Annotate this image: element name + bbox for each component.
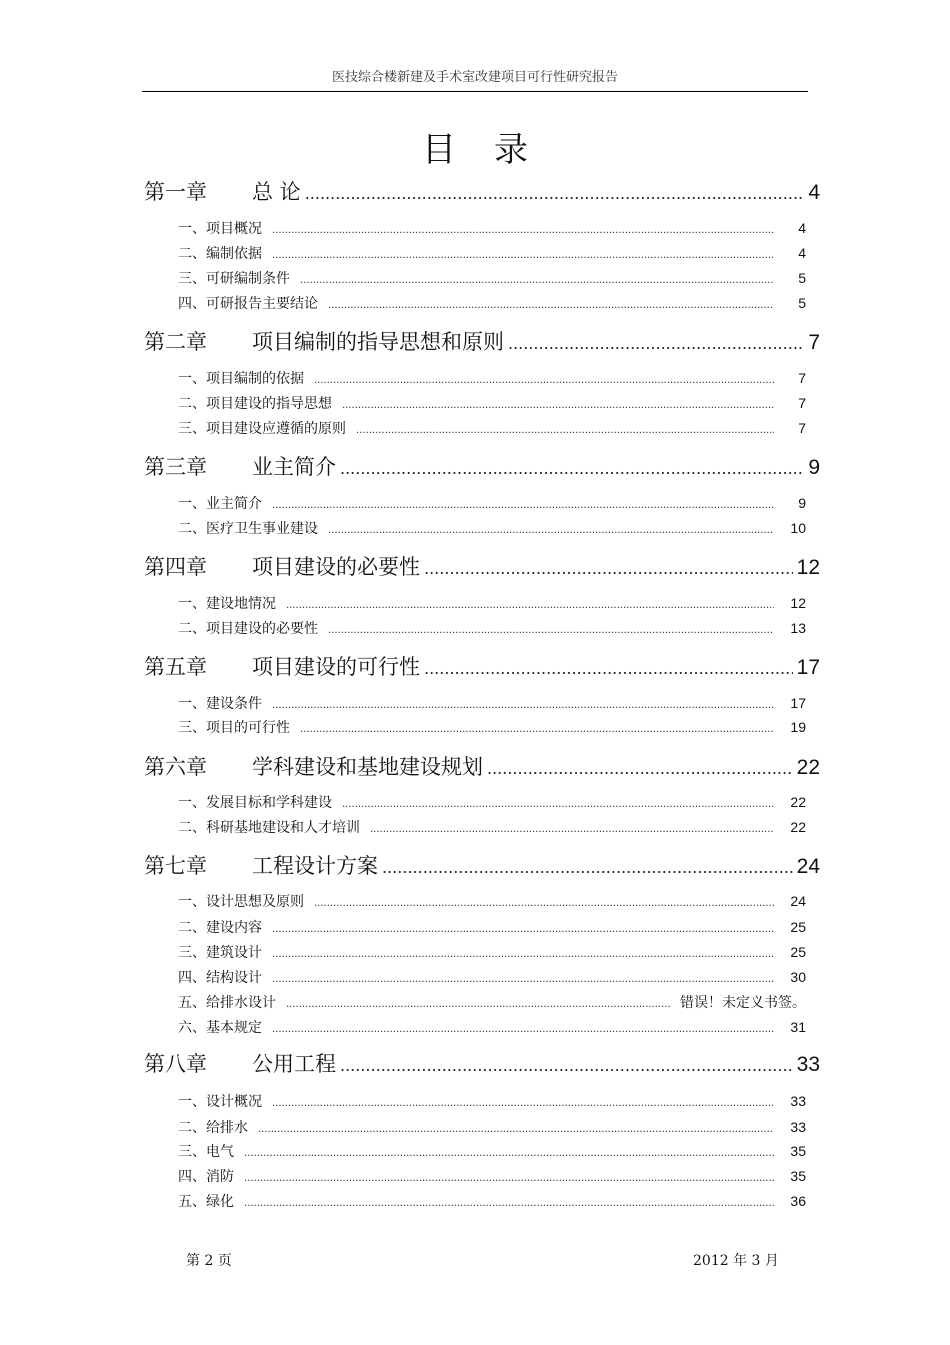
dot-leader [328, 296, 774, 316]
dot-leader [286, 995, 670, 1015]
toc-section-entry[interactable] [178, 493, 806, 513]
dot-leader [342, 396, 774, 416]
toc-section-entry[interactable] [178, 917, 806, 937]
dot-leader [370, 820, 774, 840]
toc-section-entry[interactable] [178, 293, 806, 313]
toc-section-entry[interactable] [178, 717, 806, 737]
toc-chapter-entry[interactable] [144, 652, 820, 682]
chapter-number: 第八章 [144, 1052, 207, 1076]
dot-leader [272, 246, 774, 266]
toc-section-entry[interactable] [178, 1166, 806, 1186]
page-number: 4 [798, 220, 806, 236]
page-number: 35 [790, 1143, 806, 1159]
section-title: 三、项目的可行性 [178, 720, 290, 736]
toc-section-entry[interactable] [178, 693, 806, 713]
page-number: 25 [790, 944, 806, 960]
toc-chapter-entry[interactable] [144, 851, 820, 881]
page-number: 4 [798, 245, 806, 261]
page-number: 13 [790, 620, 806, 636]
section-title: 一、发展目标和学科建设 [178, 795, 332, 811]
section-title: 一、项目概况 [178, 221, 262, 237]
toc-chapter-entry[interactable] [144, 327, 820, 357]
toc-section-entry[interactable] [178, 618, 806, 638]
toc-title: 目录 [422, 130, 566, 170]
page-number: 22 [790, 819, 806, 835]
dot-leader [300, 271, 774, 291]
toc-chapter-entry[interactable] [144, 452, 820, 482]
page-number: 25 [790, 919, 806, 935]
dot-leader [342, 795, 774, 815]
toc-chapter-entry[interactable] [144, 752, 820, 782]
chapter-title: 工程设计方案 [252, 854, 378, 878]
chapter-title: 总 论 [252, 180, 301, 204]
section-title: 二、给排水 [178, 1120, 248, 1136]
footer-page-number: 第 2 页 [186, 1253, 232, 1269]
toc-section-entry[interactable] [178, 243, 806, 263]
section-title: 二、项目建设的指导思想 [178, 396, 332, 412]
page-number: 33 [790, 1119, 806, 1135]
section-title: 一、项目编制的依据 [178, 371, 304, 387]
dot-leader [272, 945, 774, 965]
chapter-number: 第一章 [144, 180, 207, 204]
page-number: 19 [790, 719, 806, 735]
section-title: 三、可研编制条件 [178, 271, 290, 287]
chapter-title: 业主简介 [252, 455, 336, 479]
page-number: 7 [798, 420, 806, 436]
dot-leader [328, 621, 774, 641]
section-title: 一、设计概况 [178, 1094, 262, 1110]
section-title: 一、建设地情况 [178, 596, 276, 612]
section-title: 四、可研报告主要结论 [178, 296, 318, 312]
toc-section-entry[interactable] [178, 393, 806, 413]
chapter-number: 第五章 [144, 655, 207, 679]
dot-leader [424, 554, 793, 584]
section-title: 二、医疗卫生事业建设 [178, 521, 318, 537]
chapter-number: 第六章 [144, 755, 207, 779]
chapter-title: 项目建设的可行性 [252, 655, 420, 679]
toc-section-entry[interactable] [178, 1091, 806, 1111]
dot-leader [314, 894, 774, 914]
toc-section-entry[interactable] [178, 1141, 806, 1161]
toc-section-entry[interactable] [178, 942, 806, 962]
page-number: 33 [796, 1053, 820, 1076]
section-title: 五、绿化 [178, 1194, 234, 1210]
section-title: 一、建设条件 [178, 696, 262, 712]
toc-section-entry[interactable] [178, 1117, 806, 1137]
chapter-title: 公用工程 [252, 1052, 336, 1076]
chapter-number: 第四章 [144, 555, 207, 579]
section-title: 二、编制依据 [178, 246, 262, 262]
toc-section-entry[interactable] [178, 967, 806, 987]
dot-leader [508, 329, 804, 359]
section-title: 二、建设内容 [178, 920, 262, 936]
page-number: 30 [790, 969, 806, 985]
section-title: 四、结构设计 [178, 970, 262, 986]
section-title: 五、给排水设计 [178, 995, 276, 1011]
chapter-title: 学科建设和基地建设规划 [252, 755, 483, 779]
toc-chapter-entry[interactable] [144, 1049, 820, 1079]
section-title: 三、项目建设应遵循的原则 [178, 421, 346, 437]
page-number: 错误！未定义书签。 [680, 994, 806, 1010]
dot-leader [272, 970, 774, 990]
dot-leader [300, 720, 774, 740]
section-title: 一、业主简介 [178, 496, 262, 512]
section-title: 二、项目建设的必要性 [178, 621, 318, 637]
page-number: 36 [790, 1193, 806, 1209]
page-number: 7 [808, 331, 820, 354]
toc-section-entry[interactable] [178, 992, 806, 1012]
dot-leader [272, 221, 774, 241]
dot-leader [272, 496, 774, 516]
dot-leader [424, 654, 793, 684]
page-number: 24 [790, 893, 806, 909]
dot-leader [272, 1020, 774, 1040]
page-number: 22 [790, 794, 806, 810]
chapter-number: 第二章 [144, 330, 207, 354]
toc-section-entry[interactable] [178, 593, 806, 613]
dot-leader [340, 1051, 793, 1081]
dot-leader [272, 696, 774, 716]
toc-section-entry[interactable] [178, 518, 806, 538]
page-number: 5 [798, 270, 806, 286]
dot-leader [487, 754, 793, 784]
dot-leader [314, 371, 774, 391]
dot-leader [244, 1194, 774, 1214]
toc-chapter-entry[interactable] [144, 552, 820, 582]
page-number: 12 [790, 595, 806, 611]
page-number: 4 [808, 181, 820, 204]
toc-section-entry[interactable] [178, 1017, 806, 1037]
toc-section-entry[interactable] [178, 817, 806, 837]
chapter-number: 第三章 [144, 455, 207, 479]
dot-leader [258, 1120, 774, 1140]
page-number: 10 [790, 520, 806, 536]
page-number: 22 [796, 756, 820, 779]
chapter-number: 第七章 [144, 854, 207, 878]
page-number: 31 [790, 1019, 806, 1035]
footer-date: 2012 年 3 月 [693, 1253, 779, 1269]
dot-leader [272, 920, 774, 940]
dot-leader [340, 454, 804, 484]
section-title: 六、基本规定 [178, 1020, 262, 1036]
page-number: 7 [798, 395, 806, 411]
chapter-title: 项目建设的必要性 [252, 555, 420, 579]
page-number: 12 [796, 556, 820, 579]
toc-section-entry[interactable] [178, 218, 806, 238]
page-number: 5 [798, 295, 806, 311]
dot-leader [382, 853, 793, 883]
toc-section-entry[interactable] [178, 1191, 806, 1211]
page-number: 24 [796, 855, 820, 878]
page-number: 9 [808, 456, 820, 479]
page-number: 17 [796, 656, 820, 679]
page-number: 33 [790, 1093, 806, 1109]
toc-section-entry[interactable] [178, 368, 806, 388]
section-title: 三、电气 [178, 1144, 234, 1160]
toc-section-entry[interactable] [178, 792, 806, 812]
section-title: 一、设计思想及原则 [178, 894, 304, 910]
toc-section-entry[interactable] [178, 891, 806, 911]
toc-section-entry[interactable] [178, 268, 806, 288]
section-title: 四、消防 [178, 1169, 234, 1185]
dot-leader [244, 1144, 774, 1164]
page-number: 7 [798, 370, 806, 386]
page-number: 35 [790, 1168, 806, 1184]
running-header: 医技综合楼新建及手术室改建项目可行性研究报告 [331, 70, 618, 85]
toc-chapter-entry[interactable] [144, 177, 820, 207]
page-number: 9 [798, 495, 806, 511]
dot-leader [328, 521, 774, 541]
dot-leader [356, 421, 774, 441]
section-title: 三、建筑设计 [178, 945, 262, 961]
toc-section-entry[interactable] [178, 418, 806, 438]
header-divider [142, 91, 808, 92]
page-number: 17 [790, 695, 806, 711]
dot-leader [272, 1094, 774, 1114]
dot-leader [305, 179, 805, 209]
dot-leader [286, 596, 774, 616]
dot-leader [244, 1169, 774, 1189]
section-title: 二、科研基地建设和人才培训 [178, 820, 360, 836]
chapter-title: 项目编制的指导思想和原则 [252, 330, 504, 354]
